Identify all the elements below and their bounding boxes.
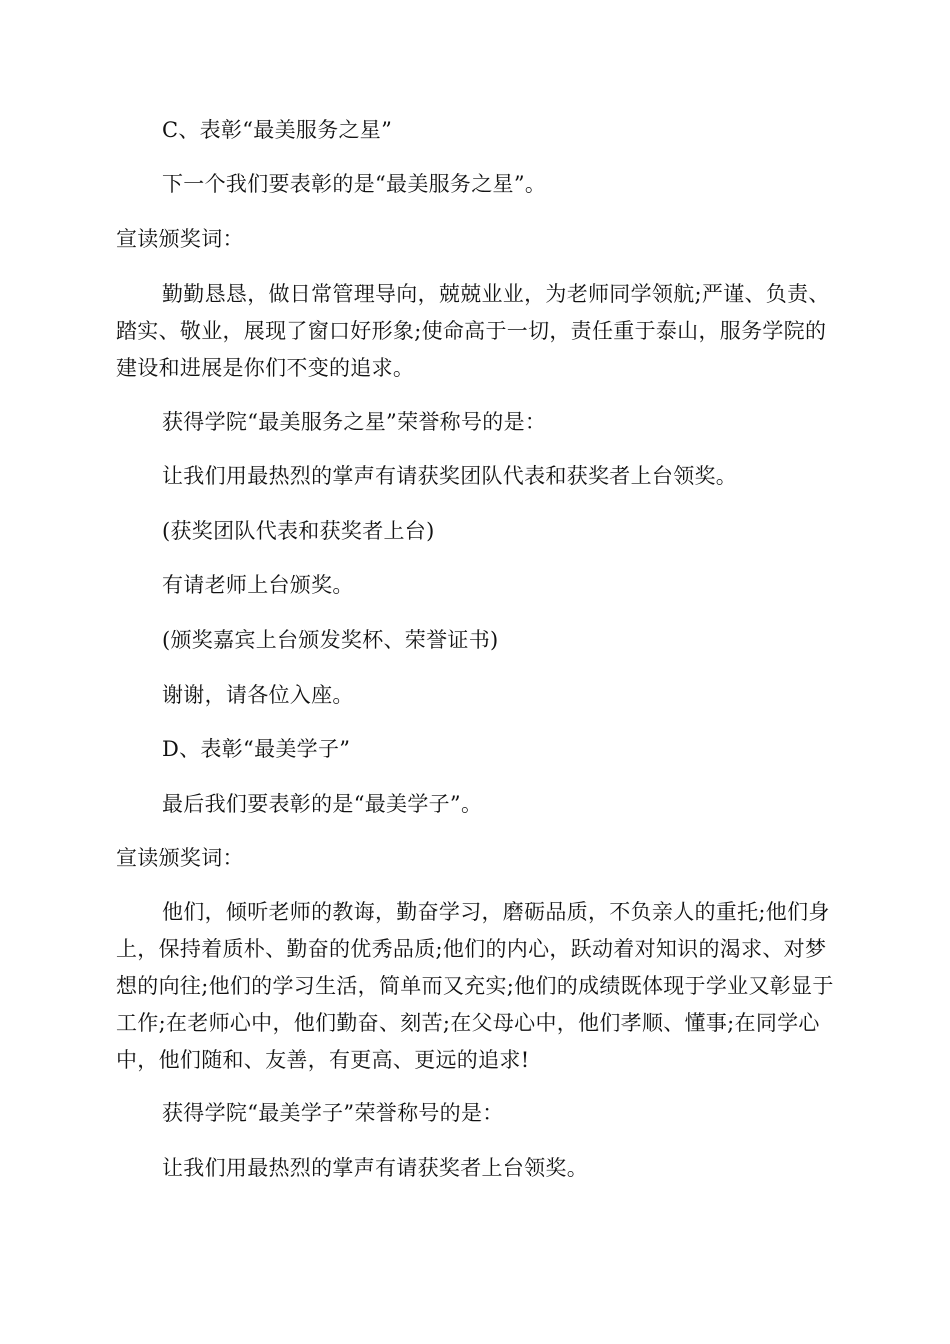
paragraph: 勤勤恳恳，做日常管理导向，兢兢业业，为老师同学领航;严谨、负责、踏实、敬业，展现了窗口好形象;使命高于一切，责任重于泰山，服务学院的建设和进展是你们不变的追求。 [116,282,830,380]
section-heading-d: D、表彰“最美学子” [162,737,351,761]
section-heading-c: C、表彰“最美服务之星” [162,118,393,142]
paragraph: 宣读颁奖词： [116,227,244,251]
paragraph: 获得学院“最美服务之星”荣誉称号的是： [162,410,547,434]
paragraph: (颁奖嘉宾上台颁发奖杯、荣誉证书) [162,628,499,652]
paragraph: 谢谢，请各位入座。 [162,683,354,707]
paragraph: (获奖团队代表和获奖者上台) [162,519,435,543]
paragraph: 最后我们要表彰的是“最美学子”。 [162,792,483,816]
paragraph: 宣读颁奖词： [116,846,244,870]
paragraph: 下一个我们要表彰的是“最美服务之星”。 [162,172,547,196]
paragraph: 他们，倾听老师的教诲，勤奋学习，磨砺品质，不负亲人的重托;他们身上，保持着质朴、勤奋的优秀品质;他们的内心，跃动着对知识的渴求、对梦想的向往;他们的学习生活，简单而又充实;他们的成绩既体现于学业又彰显于工作;在老师心中，他们勤奋、刻苦;在父母心中，他们孝顺、懂事;在同学心中，他们随和、友善，有更高、更远的追求! [116,900,834,1072]
paragraph: 获得学院“最美学子”荣誉称号的是： [162,1101,504,1125]
paragraph: 让我们用最热烈的掌声有请获奖者上台领奖。 [162,1156,588,1180]
paragraph: 让我们用最热烈的掌声有请获奖团队代表和获奖者上台领奖。 [162,464,738,488]
paragraph: 有请老师上台颁奖。 [162,573,354,597]
